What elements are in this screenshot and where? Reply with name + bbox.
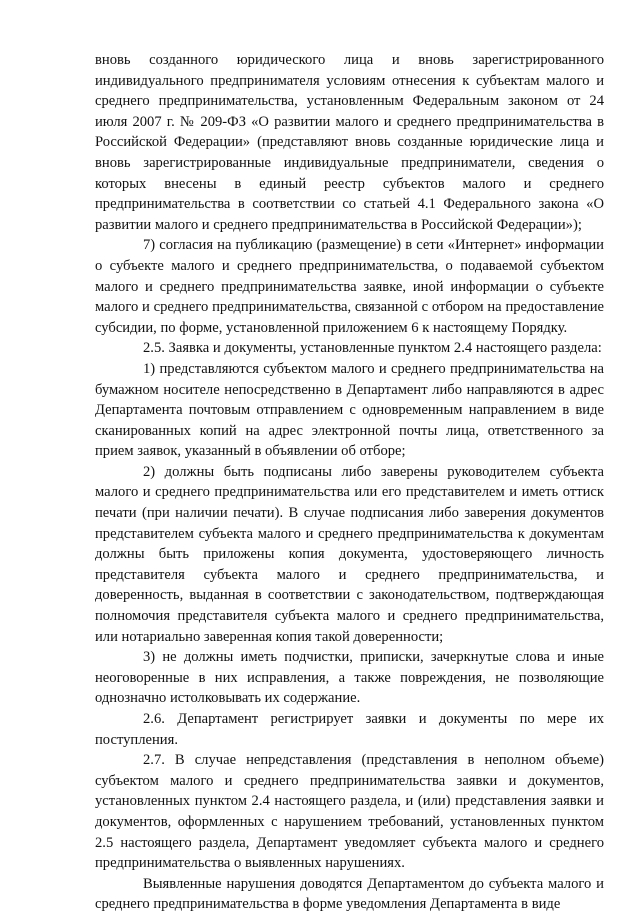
paragraph-section-2-5: 2.5. Заявка и документы, установленные пунктом 2.4 настоящего раздела: (143, 340, 602, 357)
paragraph-section-2-6: 2.6. Департамент регистрирует заявки и документы по мере их поступления. (95, 711, 604, 748)
paragraph-section-2-7: 2.7. В случае непредставления (представления в неполном объеме) субъектом малого и среднего предпринимательства заявки и документов, установленных пунктом 2.4 настоящего раздела, и (или) представления заявки и документов, оформленных с нарушением требований, установленных пунктом 2.5 настоящего раздела, Департамент уведомляет субъекта малого и среднего предпринимательства о выявленных нарушениях. (95, 752, 604, 872)
paragraph-violations: Выявленные нарушения доводятся Департаментом до субъекта малого и среднего предпринимательства в форме уведомления Департамента в виде (95, 875, 604, 913)
paragraph-continuation: вновь созданного юридического лица и вновь зарегистрированного индивидуального предпринимателя условиям отнесения к субъектам малого и среднего предпринимательства, установленным Федеральным законом от 24 июля 2007 г. № 209-ФЗ «О развитии малого и среднего предпринимательства в Российской Федерации» (представляют вновь созданные юридические лица и вновь зарегистрированные индивидуальные предприниматели, сведения о которых внесены в единый реестр субъектов малого и среднего предпринимательства в соответствии со статьей 4.1 Федерального закона «О развитии малого и среднего предпринимательства в Российской Федерации»); (95, 52, 604, 233)
paragraph-item-1: 1) представляются субъектом малого и среднего предпринимательства на бумажном носителе непосредственно в Департамент либо направляются в адрес Департамента почтовым отправлением с одновременным направлением в виде сканированных копий на адрес электронной почты лица, ответственного за прием заявок, указанный в объявлении об отборе; (95, 360, 604, 460)
paragraph-item-2: 2) должны быть подписаны либо заверены руководителем субъекта малого и среднего предпринимательства или его представителем и иметь оттиск печати (при наличии печати). В случае подписания либо заверения документов представителем субъекта малого и среднего предпринимательства к документам должны быть приложены копия документа, удостоверяющего личность представителя субъекта малого и среднего предпринимательства, и доверенность, выданная в соответствии с законодательством, подтверждающая полномочия представителя субъекта малого и среднего предпринимательства, или нотариально заверенная копия такой доверенности; (95, 463, 604, 645)
paragraph-item-7: 7) согласия на публикацию (размещение) в сети «Интернет» информации о субъекте малого и среднего предпринимательства, о подаваемой субъектом малого и среднего предпринимательства заявке, иной информации о субъекте малого и среднего предпринимательства, связанной с отбором на предоставление субсидии, по форме, установленной приложением 6 к настоящему Порядку. (95, 237, 604, 336)
paragraph-item-3: 3) не должны иметь подчистки, приписки, зачеркнутые слова и иные неоговоренные в них исправления, а также повреждения, не позволяющие однозначно истолковывать их содержание. (95, 649, 604, 707)
